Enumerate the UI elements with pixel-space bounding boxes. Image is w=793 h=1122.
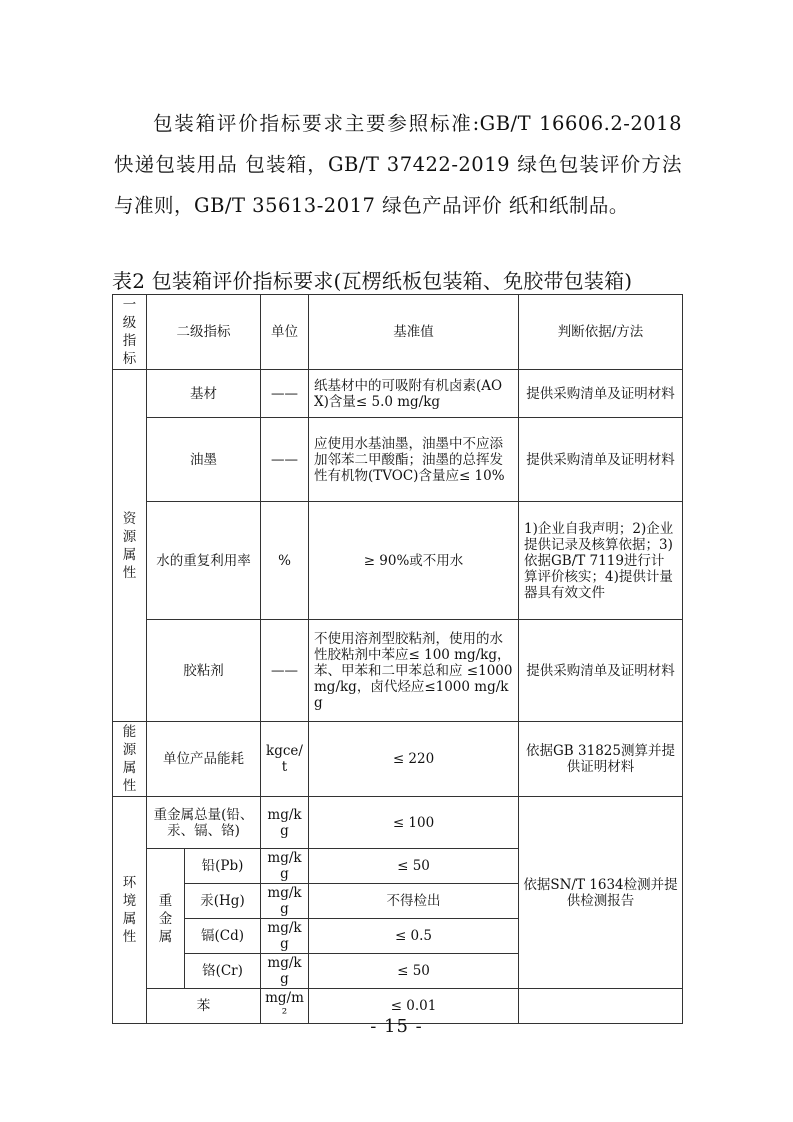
indicator-cell: 单位产品能耗 (147, 722, 261, 797)
table-row (113, 502, 683, 620)
indicator-cell: 油墨 (147, 418, 261, 502)
baseline-cell: ≤ 50 (309, 849, 519, 884)
metal-name-cell: 镉(Cd) (185, 919, 261, 954)
unit-cell: mg/kg (261, 884, 309, 919)
unit-cell: —— (261, 418, 309, 502)
metal-name-cell: 铬(Cr) (185, 954, 261, 989)
category-resource: 资源属性 (113, 370, 147, 722)
unit-cell: mg/m² (261, 989, 309, 1024)
table-row (113, 418, 683, 502)
table-row (113, 620, 683, 722)
baseline-cell: ≤ 100 (309, 797, 519, 849)
method-cell: 提供采购清单及证明材料 (519, 418, 683, 502)
unit-cell: —— (261, 620, 309, 722)
category-environment: 环境属性 (113, 797, 147, 1024)
indicator-cell: 胶粘剂 (147, 620, 261, 722)
unit-cell: —— (261, 370, 309, 418)
table-row (113, 722, 683, 797)
baseline-cell: 应使用水基油墨，油墨中不应添加邻苯二甲酸酯；油墨的总挥发性有机物(TVOC)含量应≤ 10% (309, 418, 519, 502)
baseline-cell: 纸基材中的可吸附有机卤素(AOX)含量≤ 5.0 mg/kg (309, 370, 519, 418)
header-level1: 一级指标 (113, 295, 147, 370)
baseline-cell: 不使用溶剂型胶粘剂，使用的水性胶粘剂中苯应≤ 100 mg/kg，苯、甲苯和二甲苯总和应 ≤1000 mg/kg，卤代烃应≤1000 mg/kg (309, 620, 519, 722)
header-baseline: 基准值 (309, 295, 519, 370)
table-caption: 表2 包装箱评价指标要求(瓦楞纸板包装箱、免胶带包装箱) (112, 269, 633, 293)
metal-name-cell: 汞(Hg) (185, 884, 261, 919)
unit-cell: % (261, 502, 309, 620)
intro-paragraph: 包装箱评价指标要求主要参照标准:GB/T 16606.2-2018 快递包装用品 包装箱，GB/T 37422-2019 绿色包装评价方法与准则，GB/T 35613-2017 绿色产品评价 纸和纸制品。 (114, 112, 682, 217)
table-row (113, 797, 683, 849)
heavy-metal-group: 重金属 (147, 849, 185, 989)
baseline-cell: ≥ 90%或不用水 (309, 502, 519, 620)
page-number: - 15 - (370, 1016, 423, 1037)
method-cell: 提供采购清单及证明材料 (519, 620, 683, 722)
unit-cell: mg/kg (261, 919, 309, 954)
table-row (113, 370, 683, 418)
category-energy: 能源属性 (113, 722, 147, 797)
unit-cell: mg/kg (261, 954, 309, 989)
method-cell: 依据SN/T 1634检测并提供检测报告 (519, 797, 683, 989)
evaluation-requirements-table (112, 294, 683, 1024)
metal-name-cell: 铅(Pb) (185, 849, 261, 884)
indicator-cell: 重金属总量(铅、汞、镉、铬) (147, 797, 261, 849)
baseline-cell: 不得检出 (309, 884, 519, 919)
baseline-cell: ≤ 0.5 (309, 919, 519, 954)
method-cell: 1)企业自我声明；2)企业提供记录及核算依据；3)依据GB/T 7119进行计算评价核实；4)提供计量器具有效文件 (519, 502, 683, 620)
indicator-cell: 基材 (147, 370, 261, 418)
method-cell: 提供采购清单及证明材料 (519, 370, 683, 418)
indicator-cell: 水的重复利用率 (147, 502, 261, 620)
unit-cell: mg/kg (261, 849, 309, 884)
indicator-cell: 苯 (147, 989, 261, 1024)
header-level2: 二级指标 (147, 295, 261, 370)
baseline-cell: ≤ 50 (309, 954, 519, 989)
baseline-cell: ≤ 0.01 (309, 989, 519, 1024)
header-method: 判断依据/方法 (519, 295, 683, 370)
table-header-row (113, 295, 683, 370)
baseline-cell: ≤ 220 (309, 722, 519, 797)
header-unit: 单位 (261, 295, 309, 370)
unit-cell: kgce/t (261, 722, 309, 797)
method-cell: 依据GB 31825测算并提供证明材料 (519, 722, 683, 797)
unit-cell: mg/kg (261, 797, 309, 849)
